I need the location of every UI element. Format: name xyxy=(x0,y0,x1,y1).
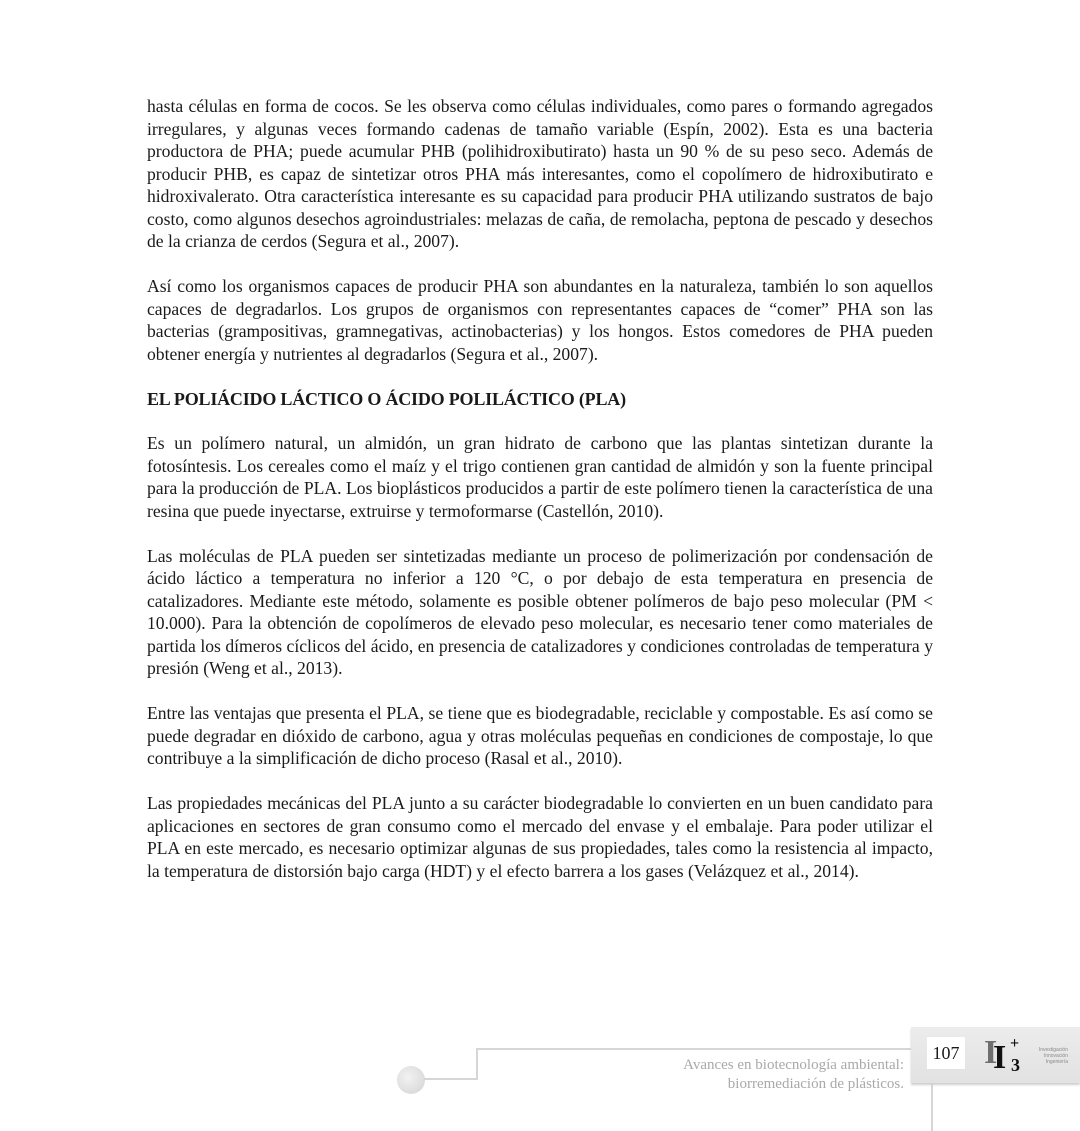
paragraph: Las moléculas de PLA pueden ser sintetizadas mediante un proceso de polimerización por condensación de ácido láctico a temperatura no inferior a 120 °C, o por debajo de esta temperatura en presencia de catalizadores. Mediante este método, solamente es posible obtener polímeros de bajo peso molecular (PM < 10.000). Para la obtención de copolímeros de elevado peso molecular, es necesario tener como materiales de partida los dímeros cíclicos del ácido, en presencia de catalizadores y condiciones controladas de temperatura y presión (Weng et al., 2013). xyxy=(147,545,933,678)
logo-words xyxy=(1024,1047,1068,1065)
footer-rule xyxy=(476,1048,478,1080)
logo-mark: I xyxy=(993,1039,1007,1076)
logo-three: 3 xyxy=(1011,1055,1020,1075)
footer-rule xyxy=(931,1082,933,1131)
i3-logo-icon xyxy=(984,1033,1074,1077)
paragraph: hasta células en forma de cocos. Se les observa como células individuales, como pares o formando agregados irregulares, y algunas veces formando cadenas de tamaño variable (Espín, 2002). Esta es una bacteria productora de PHA; puede acumular PHB (polihidroxibutirato) hasta un 90 % de su peso seco. Además de producir PHB, es capaz de sintetizar otros PHA más interesantes, como el copolímero de hidroxibutirato e hidroxivalerato. Otra característica interesante es su capacidad para producir PHA utilizando sustratos de bajo costo, como algunos desechos agroindustriales: melazas de caña, de remolacha, peptona de pescado y desechos de la crianza de cerdos (Segura et al., 2007). xyxy=(147,96,933,251)
page-number: 107 xyxy=(927,1037,965,1069)
paragraph: Las propiedades mecánicas del PLA junto a su carácter biodegradable lo convierten en un buen candidato para aplicaciones en sectores de gran consumo como el mercado del envase y el embalaje. Para poder utilizar el PLA en este mercado, es necesario optimizar algunas de sus propiedades, tales como la resistencia al impacto, la temperatura de distorsión bajo carga (HDT) y el efecto barrera a los gases (Velázquez et al., 2014). xyxy=(147,793,933,881)
logo-word: Investigación xyxy=(1038,1047,1068,1053)
logo-mark-shadow: I xyxy=(984,1034,998,1071)
footer-rule xyxy=(424,1078,478,1080)
logo-plus: + xyxy=(1010,1035,1020,1052)
book-title-line: biorremediación de plásticos. xyxy=(727,1076,904,1092)
logo-word: Innovación xyxy=(1043,1053,1068,1059)
page-content xyxy=(147,95,933,905)
footer-circle-ornament-icon xyxy=(397,1066,425,1094)
book-title xyxy=(683,1056,904,1094)
paragraph: Es un polímero natural, un almidón, un gran hidrato de carbono que las plantas sintetizan durante la fotosíntesis. Los cereales como el maíz y el trigo contienen gran cantidad de almidón y son la fuente principal para la producción de PLA. Los bioplásticos producidos a partir de este polímero tienen la característica de una resina que puede inyectarse, extruirse y termoformarse (Castellón, 2010). xyxy=(147,433,933,521)
book-title-line: Avances en biotecnología ambiental: xyxy=(683,1057,904,1073)
section-heading: EL POLIÁCIDO LÁCTICO O ÁCIDO POLILÁCTICO (PLA) xyxy=(147,388,626,409)
page-number-box xyxy=(911,1027,1080,1083)
logo-word: Ingeniería xyxy=(1045,1059,1068,1065)
paragraph: Entre las ventajas que presenta el PLA, se tiene que es biodegradable, reciclable y compostable. Es así como se puede degradar en dióxido de carbono, agua y otras moléculas pequeñas en condiciones de compostaje, lo que contribuye a la simplificación de dicho proceso (Rasal et al., 2010). xyxy=(147,703,933,768)
paragraph: Así como los organismos capaces de producir PHA son abundantes en la naturaleza, también lo son aquellos capaces de degradarlos. Los grupos de organismos con representantes capaces de “comer” PHA son las bacterias (grampositivas, gramnegativas, actinobacterias) y los hongos. Estos comedores de PHA pueden obtener energía y nutrientes al degradarlos (Segura et al., 2007). xyxy=(147,276,933,364)
footer-rule xyxy=(476,1048,912,1050)
